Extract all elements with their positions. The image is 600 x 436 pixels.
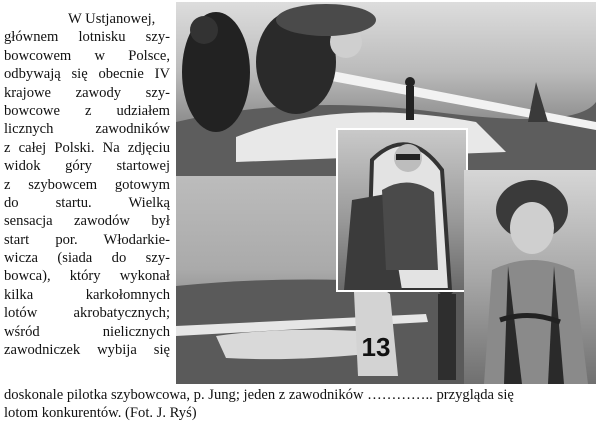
- photo-pilot-cockpit: [338, 130, 466, 290]
- article-line: krajowe zawody szy-: [4, 84, 170, 101]
- article-line: do startu. Wielką: [4, 194, 170, 211]
- article-line: widok góry startowej: [4, 158, 170, 175]
- article-line: W Ustjanowej,: [68, 11, 156, 27]
- article-line: głównem lotnisku szy-: [4, 29, 170, 46]
- glider-number: 13: [361, 332, 391, 362]
- photo-pilot-cockpit-image: [338, 130, 466, 290]
- photo-pilot-jung-image: [464, 170, 596, 384]
- article-column: [4, 10, 170, 359]
- article-line: odbywają się obecnie IV: [4, 66, 170, 83]
- article-line: licznych zawodników: [4, 121, 170, 138]
- article-line: start por. Włodarkie-: [4, 231, 170, 248]
- article-line: z całej Polski. Na zdjęciu: [4, 139, 170, 156]
- article-line: sensacja zawodów był: [4, 213, 170, 230]
- article-line: bowcowem w Polsce,: [4, 47, 170, 64]
- article-line: bowca), który wykonał: [4, 268, 170, 285]
- article-line: bowcowe z udziałem: [4, 102, 170, 119]
- article-line: zawodniczek wybija się: [4, 342, 170, 359]
- article-line: lotów akrobatycznych;: [4, 305, 170, 322]
- article-line: wśród nielicznych: [4, 323, 170, 340]
- article-line: z szybowcem gotowym: [4, 176, 170, 193]
- photo-caption: [4, 386, 596, 423]
- caption-line: lotom konkurentów. (Fot. J. Ryś): [4, 405, 197, 422]
- article-line: wicza (siada do szy-: [4, 250, 170, 267]
- caption-line: doskonale pilotka szybowcowa, p. Jung; jeden z zawodników ………….. przygląda się: [4, 387, 514, 403]
- photo-pilot-jung: [464, 170, 596, 384]
- article-line: kilka karkołomnych: [4, 286, 170, 303]
